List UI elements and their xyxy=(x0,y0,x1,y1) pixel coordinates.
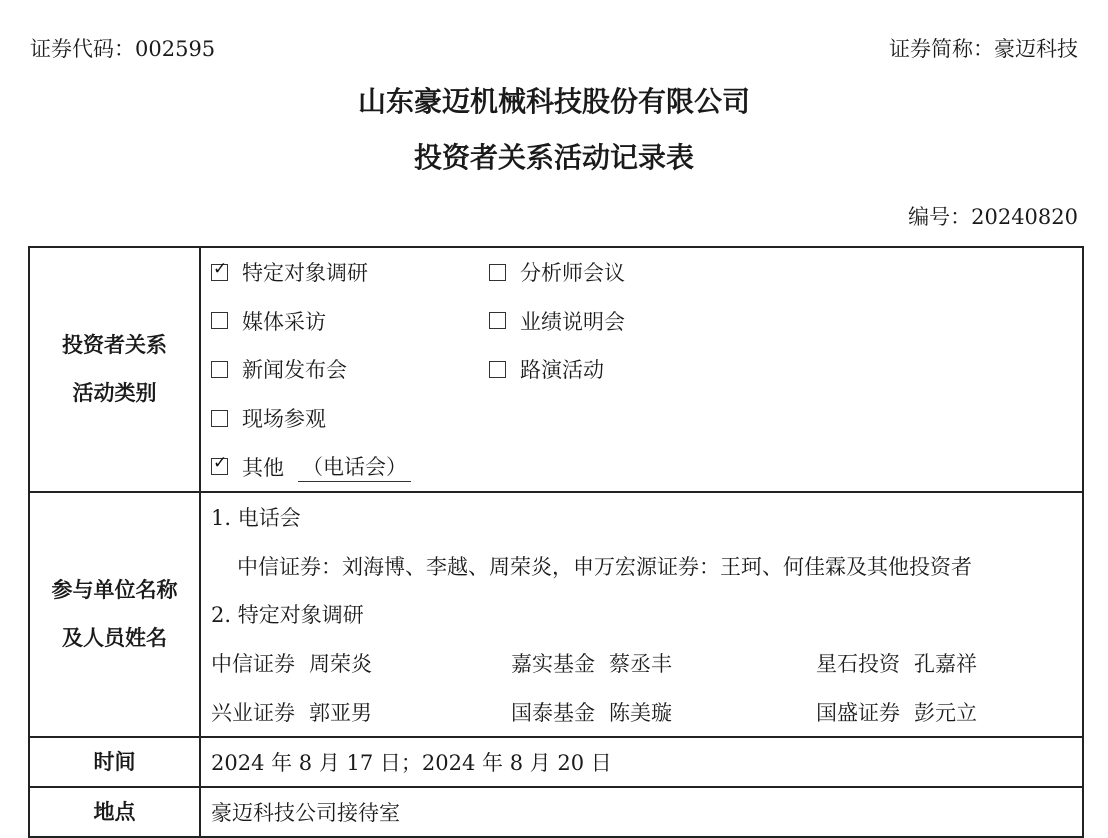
option-site-research[interactable] xyxy=(211,248,489,297)
checkbox-icon[interactable] xyxy=(211,312,228,329)
location-label: 地点 xyxy=(29,787,200,837)
time-cell xyxy=(200,737,1083,787)
person-name: 陈美璇 xyxy=(609,700,672,725)
activity-label-line2: 活动类别 xyxy=(72,381,157,406)
participants-label-line1: 参与单位名称 xyxy=(51,578,178,603)
option-media-interview[interactable] xyxy=(211,297,489,346)
participant-entry xyxy=(511,697,816,727)
section-phone-call-title: 1. 电话会 xyxy=(211,506,301,531)
section-site-research-title: 2. 特定对象调研 xyxy=(211,603,364,628)
time-value: 2024 年 8 月 17 日；2024 年 8 月 20 日 xyxy=(211,750,612,775)
checkbox-icon[interactable] xyxy=(489,361,506,378)
option-label: 路演活动 xyxy=(520,358,604,383)
org-name: 中信证券 xyxy=(211,652,295,677)
participants-cell xyxy=(200,492,1083,737)
checkbox-icon[interactable] xyxy=(211,361,228,378)
checkbox-icon[interactable] xyxy=(489,312,506,329)
activity-options-cell xyxy=(200,247,1083,492)
org-name: 兴业证券 xyxy=(211,700,295,725)
participant-entry xyxy=(211,697,511,727)
option-label: 业绩说明会 xyxy=(520,309,625,334)
stock-code: 证券代码：002595 xyxy=(30,37,216,61)
option-press-conference[interactable] xyxy=(211,345,489,394)
org-name: 国盛证券 xyxy=(816,700,900,725)
option-label: 其他 xyxy=(242,455,284,480)
person-name: 孔嘉祥 xyxy=(914,652,977,677)
option-label: 新闻发布会 xyxy=(242,358,347,383)
option-earnings-call[interactable] xyxy=(489,297,1082,346)
org-name: 星石投资 xyxy=(816,652,900,677)
record-table xyxy=(28,246,1084,838)
location-value: 豪迈科技公司接待室 xyxy=(211,800,400,825)
option-site-visit[interactable] xyxy=(211,394,489,443)
form-title: 投资者关系活动记录表 xyxy=(413,141,694,174)
checkbox-icon[interactable] xyxy=(211,410,228,427)
option-other[interactable] xyxy=(211,442,489,491)
checkbox-checked-icon[interactable] xyxy=(211,264,228,281)
company-title: 山东豪迈机械科技股份有限公司 xyxy=(357,85,750,118)
location-row xyxy=(29,787,1083,837)
other-detail: （电话会） xyxy=(298,451,411,482)
participant-row xyxy=(201,687,1082,736)
person-name: 郭亚男 xyxy=(309,700,372,725)
org-name: 国泰基金 xyxy=(511,700,595,725)
person-name: 彭元立 xyxy=(914,700,977,725)
person-name: 蔡丞丰 xyxy=(609,652,672,677)
option-label: 媒体采访 xyxy=(242,309,326,334)
option-label: 特定对象调研 xyxy=(242,261,368,286)
participant-entry xyxy=(816,648,1082,678)
participant-entry xyxy=(816,697,1082,727)
participant-entry xyxy=(511,648,816,678)
option-label: 现场参观 xyxy=(242,407,326,432)
time-label: 时间 xyxy=(29,737,200,787)
option-roadshow[interactable] xyxy=(489,345,1082,394)
checkbox-checked-icon[interactable] xyxy=(211,458,228,475)
time-row xyxy=(29,737,1083,787)
phone-call-participants: 中信证券：刘海博、李越、周荣炎，申万宏源证券：王珂、何佳霖及其他投资者 xyxy=(237,554,972,579)
activity-label-line1: 投资者关系 xyxy=(62,333,167,358)
participant-row xyxy=(201,639,1082,688)
option-label: 分析师会议 xyxy=(520,261,625,286)
person-name: 周荣炎 xyxy=(309,652,372,677)
org-name: 嘉实基金 xyxy=(511,652,595,677)
participant-entry xyxy=(211,648,511,678)
checkbox-icon[interactable] xyxy=(489,264,506,281)
activity-type-label xyxy=(29,247,200,492)
participants-label-line2: 及人员姓名 xyxy=(62,626,167,651)
location-cell xyxy=(200,787,1083,837)
participants-row xyxy=(29,492,1083,737)
option-analyst-meeting[interactable] xyxy=(489,248,1082,297)
activity-row xyxy=(29,247,1083,492)
participants-label xyxy=(29,492,200,737)
stock-short-name: 证券简称：豪迈科技 xyxy=(889,37,1078,61)
document-number: 编号：20240820 xyxy=(908,205,1078,229)
